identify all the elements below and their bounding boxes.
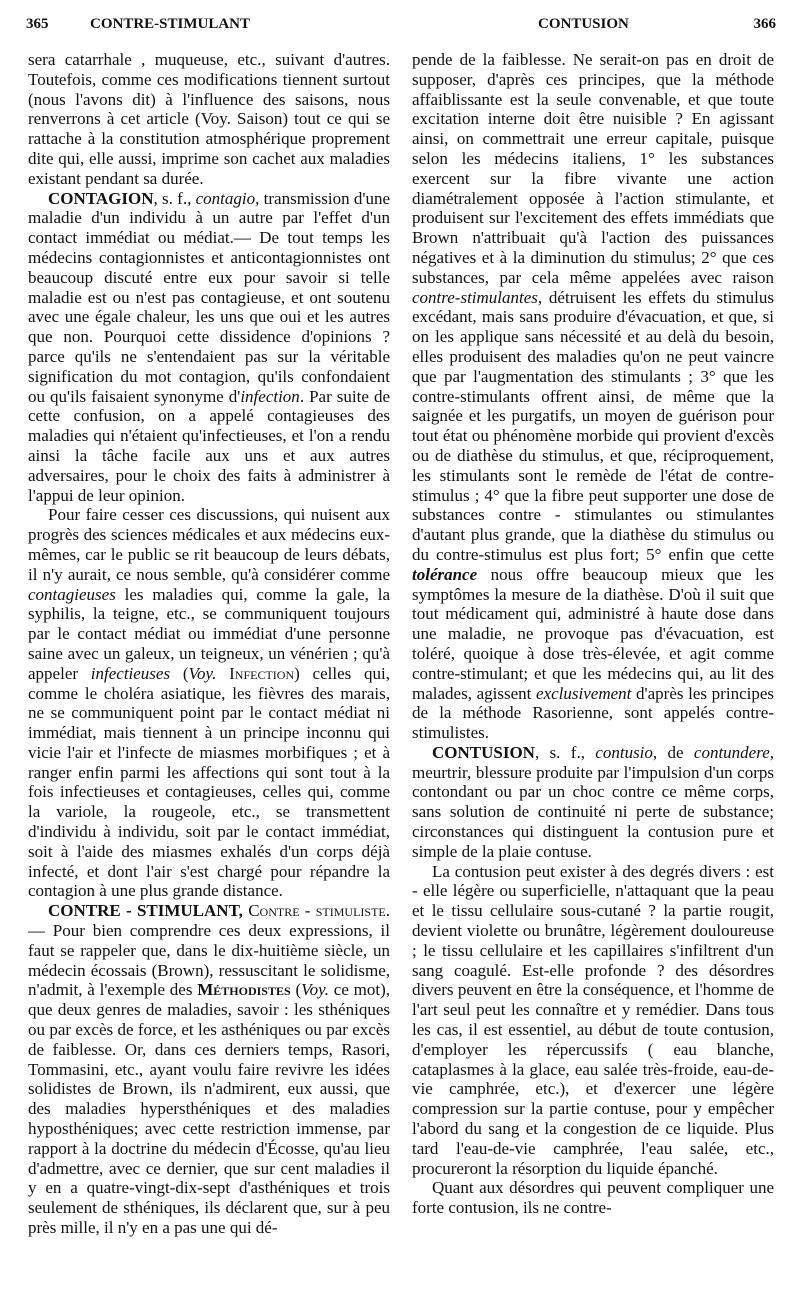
text: d'après les principes de la méthode Rasorienne, sont appelés contre-stimulistes. xyxy=(412,683,774,743)
right-column xyxy=(412,50,774,1218)
paragraph-complications: Quant aux désordres qui peuvent compliquer une forte contusion, ils ne contre- xyxy=(412,1178,774,1218)
term-infection: infection xyxy=(240,386,300,406)
left-column xyxy=(28,50,390,1238)
headword-alt: Contre - stimuliste. xyxy=(242,901,390,921)
cross-ref-methodistes: Méthodistes xyxy=(197,980,291,1000)
text: pende de la faiblesse. Ne serait-on pas en droit de supposer, d'après ces principes, que la méthode affaiblissante est la seule convenable, et que toute excitation interne doit être nuisible ? En agissant ainsi, on commettrait une erreur capitale, puisque selon les médecins italiens, 1° les substances exercent sur la fibre vivante une action diamétralement opposée à l'action stimulante, et produisent sur l'excitement des effets immédiats que Brown n'attribuait qu'à l'action des puissances négatives et à la diminution du stimulus; 2° que ces substances, par cela même appelées avec raison xyxy=(412,50,774,287)
term-exclusivement: exclusivement xyxy=(536,683,632,703)
text: nous offre beaucoup mieux que les symptômes la mesure de la diathèse. D'où il suit que tout médicament qui, administré à haute dose dans une maladie, ne provoque pas d'évacuation, est toléré, quoique à dose très-élevée, et agit comme contre-stimulant; et que les médecins qui, au lit des malades, agissent xyxy=(412,564,774,703)
left-page-number: 365 xyxy=(26,16,49,32)
text: . Par suite de cette confusion, on a appelé contagieuses des maladies qui n'étaient qu'infectieuses, et l'on a rendu ainsi la tâche facile aux uns et aux autres adversaires, pour le choix des faits à administrer à l'appui de leur opinion. xyxy=(28,386,390,505)
latin-verb: contundere xyxy=(693,742,770,762)
term-infectieuses: infectieuses xyxy=(90,663,171,683)
paragraph-saison-continuation: sera catarrhale , muqueuse, etc., suivant d'autres. Toutefois, comme ces modifications tiennent surtout (nous l'avons dit) à l'influence des saisons, nous renverrons à cet article (Voy. Saison) tout ce qui se rattache à la constitution atmosphérique proprement dite qui, elle aussi, imprime son cachet aux maladies existant pendant sa durée. xyxy=(28,50,390,188)
grammar: , s. f., xyxy=(153,188,196,208)
text: ( xyxy=(170,663,189,683)
text: , meurtrir, blessure produite par l'impulsion d'un corps contondant ou par un choc contre ce même corps, sans solution de continuité ni perte de substance; circonstances qui distinguent la contusion pure et simple de la plaie contuse. xyxy=(412,742,775,861)
entry-contre-stimulant xyxy=(28,901,390,1238)
text: , de xyxy=(652,742,694,762)
text: ( xyxy=(290,980,302,1000)
grammar: , s. f., xyxy=(534,742,596,762)
text: les maladies qui, comme la gale, la syphilis, la teigne, etc., se communiquent toujours par le contact médiat ou immédiat d'une personne saine avec un galeux, un teigneux, un vénérien ; qu'à appeler xyxy=(28,584,390,683)
headword-contre-stimulant: CONTRE - STIMULANT, xyxy=(48,901,243,921)
paragraph-contre-stimulant-continuation xyxy=(412,50,774,743)
running-header xyxy=(26,16,776,42)
term-contagieuses: contagieuses xyxy=(28,584,116,604)
right-running-title: CONTUSION xyxy=(538,16,629,32)
latin-term: contusio xyxy=(595,742,653,762)
text: , transmission d'une maladie d'un individu à un autre par l'effet d'un contact immédiat ou médiat.— De tout temps les médecins contagionnistes et anticontagionnistes ont beaucoup discuté entre eux pour savoir si telle maladie est ou n'est pas contagieuse, et ont soutenu avec une égale chaleur, les uns que oui et les autres que non. Pourquoi cette dissidence d'opinions ? parce qu'ils ne s'entendaient pas sur la véritable signification du mot contagion, qu'ils confondaient ou qu'ils faisaient synonyme d' xyxy=(28,188,390,406)
text: Pour faire cesser ces discussions, qui nuisent aux progrès des sciences médicales et aux médecins eux-mêmes, car le public se rit beaucoup de leurs débats, il n'y aurait, ce nous semble, qu'à considérer comme xyxy=(28,505,390,584)
voy-ref: Voy. xyxy=(301,980,329,1000)
right-page-number: 366 xyxy=(753,16,776,32)
paragraph-classification xyxy=(28,505,390,901)
text: , détruisent les effets du stimulus excédant, mais sans produire d'évacuation, et que, si on les applique sans nécessité et au delà du besoin, elles produisent des maladies qu'on ne peut vaincre que par l'augmentation des stimulants ; 3° que les contre-stimulants offrent ainsi, de même que la saignée et les purgatifs, un moyen de guérison pour tout état ou phénomène morbide qui provient d'excès ou de diathèse du stimulus, et que, réciproquement, les stimulants sont le remède de l'état de contre-stimulus ; 4° que la fibre peut supporter une dose de substances contre - stimulantes ou stimulantes d'autant plus grande, que la diathèse du stimulus ou du contre-stimulus est plus fort; 5° enfin que cette xyxy=(412,287,774,564)
paragraph-degrees: La contusion peut exister à des degrés divers : est - elle légère ou superficielle, n'attaquant que la peau et le tissu cellulaire sous-cutané ? la partie rougit, devient violette ou brunâtre, légèrement douloureuse ; le tissu cellulaire et les capillaires s'infiltrent d'un sang coagulé. Est-elle profonde ? des désordres divers peuvent en être la conséquence, et l'homme de l'art seul peut les connaître et y remédier. Dans tous les cas, il est essentiel, au début de toute contusion, d'employer les répercussifs ( eau blanche, cataplasmes à la glace, eau salée très-froide, eau-de-vie camphrée, etc.), et d'exercer une légère compression sur la partie contuse, pour y empêcher l'abord du sang et la congestion de ce liquide. Plus tard l'eau-de-vie camphrée, l'eau salée, etc., procureront la résorption du liquide épanché. xyxy=(412,861,774,1178)
text: ce mot), que deux genres de maladies, savoir : les sthéniques ou par excès de force, et les asthéniques ou par excès de faiblesse. Or, dans ces derniers temps, Rasori, Tommasini, etc., ayant voulu faire revivre les idées solidistes de Brown, ils n'admirent, eux aussi, que des maladies hypersthéniques et des maladies hyposthéniques; avec cette restriction immense, par rapport à la doctrine du médecin d'Écosse, qu'au lieu d'admettre, avec ce dernier, que sur cent maladies il y en a quatre-vingt-dix-sept d'asthéniques et trois seulement de sthéniques, ils déclarent que, sur à peu près mille, il n'y en a pas une qui dé- xyxy=(28,980,390,1238)
entry-contusion xyxy=(412,743,774,862)
text: — Pour bien comprendre ces deux expressions, il faut se rappeler que, dans le dix-huitième siècle, un médecin écossais (Brown), ressuscitant le solidisme, n'admit, à l'exemple des xyxy=(28,921,390,1000)
left-running-title: CONTRE-STIMULANT xyxy=(90,16,251,32)
cross-ref-infection: Infection xyxy=(216,663,295,683)
term-contre-stimulantes: contre-stimulantes xyxy=(412,287,538,307)
headword-contagion: CONTAGION xyxy=(48,188,154,208)
voy-ref: Voy. xyxy=(188,663,217,683)
term-tolerance: tolérance xyxy=(412,564,478,584)
latin-term: contagio xyxy=(195,188,256,208)
headword-contusion: CONTUSION xyxy=(432,742,535,762)
entry-contagion xyxy=(28,189,390,506)
text: ) celles qui, comme le choléra asiatique, les fièvres des marais, ne se communiquent point par le contact médiat ni immédiat, mais tiennent à un principe inconnu qui vicie l'air et l'infecte de miasmes morbifiques ; et à ranger enfin parmi les affections qui sont tout à la fois infectieuses et contagieuses, celles qui, comme la variole, la rougeole, etc., se transmettent d'individu à individu, soit par le contact immédiat, soit à l'aide des miasmes exhalés d'un corps déjà infecté, et dont l'air s'est chargé pour répandre la contagion à une plus grande distance. xyxy=(28,663,390,901)
